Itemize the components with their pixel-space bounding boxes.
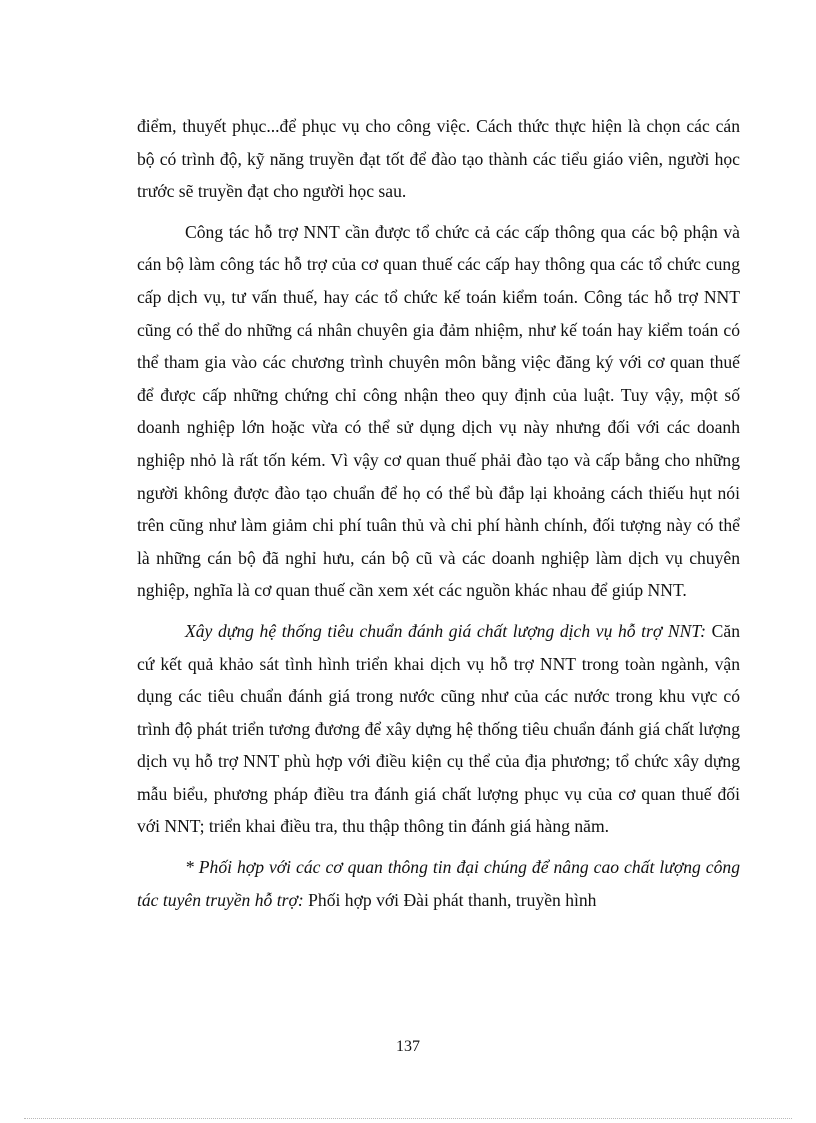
paragraph-quality-standards (137, 615, 740, 843)
page-bottom-divider (24, 1118, 792, 1119)
paragraph-nnt-support-organization: Công tác hỗ trợ NNT cần được tổ chức cả các cấp thông qua các bộ phận và cán bộ làm công tác hỗ trợ của cơ quan thuế các cấp hay thông qua các tổ chức cung cấp dịch vụ, tư vấn thuế, hay các tổ chức kế toán kiểm toán. Công tác hỗ trợ NNT cũng có thể do những cá nhân chuyên gia đảm nhiệm, như kế toán hay kiểm toán có thể tham gia vào các chương trình chuyên môn bằng việc đăng ký với cơ quan thuế để được cấp những chứng chỉ công nhận theo quy định của luật. Tuy vậy, một số doanh nghiệp lớn hoặc vừa có thể sử dụng dịch vụ này nhưng đối với các doanh nghiệp nhỏ là rất tốn kém. Vì vậy cơ quan thuế phải đào tạo và cấp bằng cho những người không được đào tạo chuẩn để họ có thể bù đắp lại khoảng cách thiếu hụt nói trên cũng như làm giảm chi phí tuân thủ và chi phí hành chính, đối tượng này có thể là những cán bộ đã nghỉ hưu, cán bộ cũ và các doanh nghiệp làm dịch vụ chuyên nghiệp, nghĩa là cơ quan thuế cần xem xét các nguồn khác nhau để giúp NNT. (137, 221, 740, 601)
paragraph-body-quality-standards: Căn cứ kết quả khảo sát tình hình triển khai dịch vụ hỗ trợ NNT trong toàn ngành, vận dụng các tiêu chuẩn đánh giá trong nước cũng như của các nước trong khu vực có trình độ phát triển tương đương để xây dựng hệ thống tiêu chuẩn đánh giá chất lượng dịch vụ hỗ trợ NNT phù hợp với điều kiện cụ thể của địa phương; tổ chức xây dựng mẫu biểu, phương pháp điều tra đánh giá chất lượng phục vụ của cơ quan thuế đối với NNT; triển khai điều tra, thu thập thông tin đánh giá hàng năm. (137, 620, 740, 837)
paragraph-heading-quality-standards: Xây dựng hệ thống tiêu chuẩn đánh giá chất lượng dịch vụ hỗ trợ NNT: (185, 620, 707, 641)
paragraph-heading-media-coordination: * Phối hợp với các cơ quan thông tin đại chúng để nâng cao chất lượng công tác tuyên truyền hỗ trợ: (137, 857, 740, 910)
paragraph-media-coordination (137, 851, 740, 916)
document-body (137, 110, 740, 916)
paragraph-continued: điểm, thuyết phục...để phục vụ cho công việc. Cách thức thực hiện là chọn các cán bộ có trình độ, kỹ năng truyền đạt tốt để đào tạo thành các tiểu giáo viên, người học trước sẽ truyền đạt cho người học sau. (137, 116, 740, 202)
paragraph-body-media-coordination: Phối hợp với Đài phát thanh, truyền hình (308, 889, 597, 910)
page-number: 137 (396, 1038, 420, 1055)
